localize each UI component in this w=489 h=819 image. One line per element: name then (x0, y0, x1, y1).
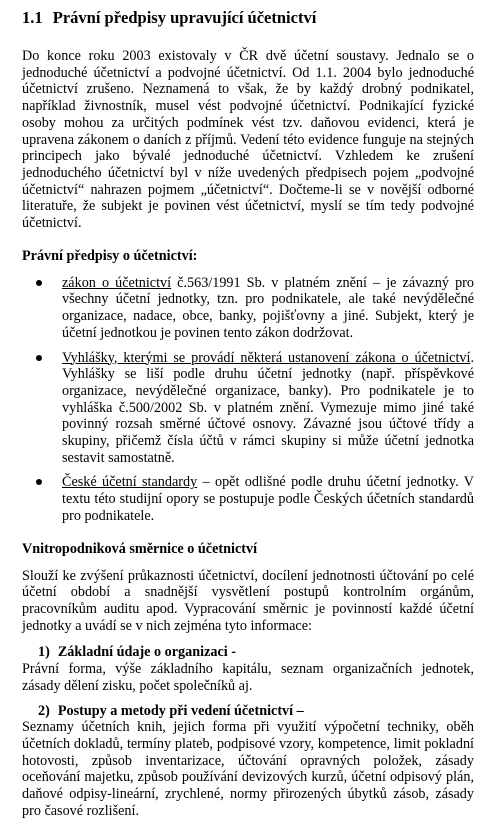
bullet-icon (36, 355, 42, 361)
law-lead: zákon o účetnictví (62, 275, 171, 291)
list-item (22, 703, 474, 819)
info-item-title: Základní údaje o organizaci - (58, 644, 236, 660)
law-text: – opět odlišné podle druhu účetní jednotky. V textu této studijní opory se postupuje podle Českých účetních standardů pro podnikatele. (62, 474, 474, 523)
info-list (22, 644, 474, 819)
law-text: . Vyhlášky se liší podle druhu účetní jednotky (např. příspěvkové organizace, nevýdělečné organizace, banky). Pro podnikatele je to vyhláška č.500/2002 Sb. v platném znění. Vymezuje mimo jiné také povinný rozsah směrné účtové osnovy. Závazné jsou účtové třídy a skupiny, přičemž čísla účtů v rámci skupiny si může účetní jednotka sestavit samostatně. (62, 350, 474, 466)
info-item-number: 2) (38, 703, 50, 719)
directive-paragraph: Slouží ke zvýšení průkaznosti účetnictví, docílení jednotnosti účtování po celé účetní období a snadnější vysvětlení postupů kontrolním orgánům, pracovníkům auditu apod. Vypracování směrnic je povinností každé účetní jednotky a uvádí se v nich zejména tyto informace: (22, 568, 474, 635)
laws-heading: Právní předpisy o účetnictví: (22, 248, 474, 265)
section-heading (22, 8, 474, 28)
section-title: Právní předpisy upravující účetnictví (53, 8, 317, 27)
info-item-text: Právní forma, výše základního kapitálu, seznam organizačních jednotek, zásady dělení zisku, počet společníků aj. (22, 661, 474, 694)
bullet-icon (36, 280, 42, 286)
law-lead: České účetní standardy (62, 474, 197, 490)
document-page (22, 8, 474, 819)
directive-heading: Vnitropodniková směrnice o účetnictví (22, 541, 474, 558)
bullet-icon (36, 479, 42, 485)
law-lead: Vyhlášky, kterými se provádí některá ustanovení zákona o účetnictví (62, 350, 470, 366)
info-item-text: Seznamy účetních knih, jejich forma při využití výpočetní techniky, oběh účetních dokladů, termíny plateb, podpisové vzory, kompetence, limit pokladní hotovosti, způsob inventarizace, účtování opravných položek, zásady oceňování majetku, způsob používání devizových kurzů, účetní odpisový plán, daňové odpisy-lineární, zrychlené, normy přirozených úbytků zásob, zásady pro časové rozlišení. (22, 719, 474, 819)
info-item-heading (22, 644, 474, 661)
list-item (22, 474, 474, 524)
info-item-number: 1) (38, 644, 50, 660)
law-text: č.563/1991 Sb. v platném znění – je závazný pro všechny účetní jednotky, tzn. pro podnikatele, ale také nevýdělečné organizace, nadace, obce, banky, pojišťovny a jiné. Subjekt, který je účetní jednotkou je povinen tento zákon dodržovat. (62, 275, 474, 341)
list-item (22, 350, 474, 467)
info-item-title: Postupy a metody při vedení účetnictví – (58, 703, 304, 719)
list-item (22, 644, 474, 694)
list-item (22, 275, 474, 342)
laws-list (22, 275, 474, 525)
section-number: 1.1 (22, 8, 43, 27)
info-item-heading (22, 703, 474, 720)
intro-paragraph: Do konce roku 2003 existovaly v ČR dvě účetní soustavy. Jednalo se o jednoduché účetnictví a podvojné účetnictví. Od 1.1. 2004 bylo jednoduché účetnictví zrušeno. Neznamená to však, že by každý drobný podnikatel, například živnostník, musel vést podvojné účetnictví. Podnikající fyzické osoby mohou za určitých podmínek vést tzv. daňovou evidenci, která je upravena zákonem o daních z příjmů. Vedení této evidence funguje na stejných principech jako bývalé jednoduché účetnictví. Vzhledem ke zrušení jednoduchého účetnictví byl v níže uvedených předpisech pojem „podvojné účetnictví“ nahrazen pojmem „účetnictví“. Dočteme-li se v novější odborné literatuře, že subjekt je povinen vést účetnictví, myslí se tím tedy podvojné účetnictví. (22, 48, 474, 232)
